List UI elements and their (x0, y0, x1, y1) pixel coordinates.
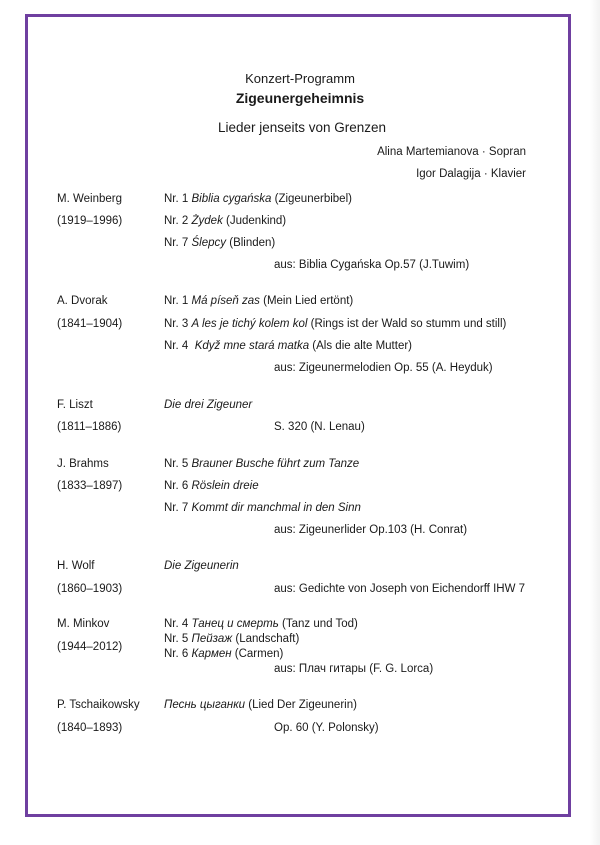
concert-subtitle: Lieder jenseits von Grenzen (217, 120, 387, 135)
piece-number: Nr. 5 (164, 633, 189, 645)
piece-translation: (Judenkind) (226, 215, 287, 227)
piece-line (164, 317, 506, 331)
composer-dates: (1811–1886) (57, 421, 122, 433)
piece-number: Nr. 1 (164, 193, 189, 205)
concert-title: Zigeunergeheimnis (235, 90, 365, 106)
piece-title: Танец и смерть (191, 618, 279, 630)
piece-translation: (Tanz und Tod) (282, 618, 358, 630)
piece-title: Biblia cygańska (191, 193, 272, 205)
program-label: Konzert-Programm (245, 71, 355, 86)
composer-dates: (1841–1904) (57, 318, 123, 330)
composer-dates: (1833–1897) (57, 480, 123, 492)
piece-line (164, 339, 412, 353)
performer-piano: Igor Dalagija · Klavier (416, 168, 526, 180)
piece-line (164, 479, 259, 493)
piece-title: Brauner Busche führt zum Tanze (191, 458, 360, 470)
piece-line (164, 559, 239, 573)
piece-title: Kommt dir manchmal in den Sinn (191, 502, 361, 514)
composer-name: H. Wolf (57, 560, 95, 572)
composer-name: F. Liszt (57, 399, 93, 411)
composer-dates: (1860–1903) (57, 583, 123, 595)
piece-line (164, 617, 358, 631)
piece-line (164, 501, 361, 515)
piece-line (164, 214, 286, 228)
piece-source: S. 320 (N. Lenau) (274, 421, 365, 433)
piece-translation: (Zigeunerbibel) (274, 193, 352, 205)
piece-number: Nr. 2 (164, 215, 189, 227)
piece-line (164, 698, 357, 712)
piece-line (164, 192, 352, 206)
composer-name: M. Minkov (57, 618, 110, 630)
piece-number: Nr. 6 (164, 480, 189, 492)
piece-source: aus: Gedichte von Joseph von Eichendorff IHW 7 (274, 583, 526, 595)
piece-number: Nr. 4 (164, 340, 189, 352)
composer-name: A. Dvorak (57, 295, 108, 307)
piece-line (164, 647, 283, 661)
piece-line (164, 398, 252, 412)
piece-translation: (Lied Der Zigeunerin) (248, 699, 357, 711)
piece-title: Пейзаж (191, 633, 233, 645)
piece-title: Кармен (191, 648, 232, 660)
piece-translation: (Landschaft) (235, 633, 300, 645)
composer-name: J. Brahms (57, 458, 109, 470)
piece-title: Песнь цыганки (164, 699, 246, 711)
piece-source: aus: Biblia Cygańska Op.57 (J.Tuwim) (274, 259, 470, 271)
piece-translation: (Carmen) (234, 648, 284, 660)
piece-source: Op. 60 (Y. Polonsky) (274, 722, 379, 734)
performer-soprano: Alina Martemianova · Sopran (377, 146, 526, 158)
piece-translation: (Blinden) (229, 237, 276, 249)
piece-title: Żydek (191, 215, 223, 227)
piece-number: Nr. 6 (164, 648, 189, 660)
piece-title: Ślepcy (191, 237, 227, 249)
piece-title: Die drei Zigeuner (164, 399, 253, 411)
composer-name: M. Weinberg (57, 193, 122, 205)
composer-name: P. Tschaikowsky (57, 699, 140, 711)
piece-number: Nr. 7 (164, 502, 189, 514)
composer-dates: (1919–1996) (57, 215, 123, 227)
piece-number: Nr. 1 (164, 295, 189, 307)
piece-source: aus: Zigeunermelodien Op. 55 (A. Heyduk) (274, 362, 493, 374)
composer-dates: (1944–2012) (57, 641, 123, 653)
piece-number: Nr. 3 (164, 318, 189, 330)
piece-translation: (Als die alte Mutter) (312, 340, 412, 352)
piece-translation: (Rings ist der Wald so stumm und still) (310, 318, 507, 330)
piece-title: Když mne stará matka (194, 340, 310, 352)
piece-line (164, 632, 299, 646)
composer-dates: (1840–1893) (57, 722, 123, 734)
piece-line (164, 457, 359, 471)
piece-title: A les je tichý kolem kol (191, 318, 308, 330)
piece-title: Die Zigeunerin (164, 560, 239, 572)
piece-number: Nr. 4 (164, 618, 189, 630)
piece-number: Nr. 5 (164, 458, 189, 470)
piece-translation: (Mein Lied ertönt) (263, 295, 354, 307)
piece-source: aus: Плач гитары (F. G. Lorca) (274, 663, 434, 675)
piece-source: aus: Zigeunerlider Op.103 (H. Conrat) (274, 524, 468, 536)
piece-title: Röslein dreie (191, 480, 259, 492)
piece-title: Má píseň zas (191, 295, 260, 307)
piece-line (164, 294, 353, 308)
piece-number: Nr. 7 (164, 237, 189, 249)
piece-line (164, 236, 275, 250)
